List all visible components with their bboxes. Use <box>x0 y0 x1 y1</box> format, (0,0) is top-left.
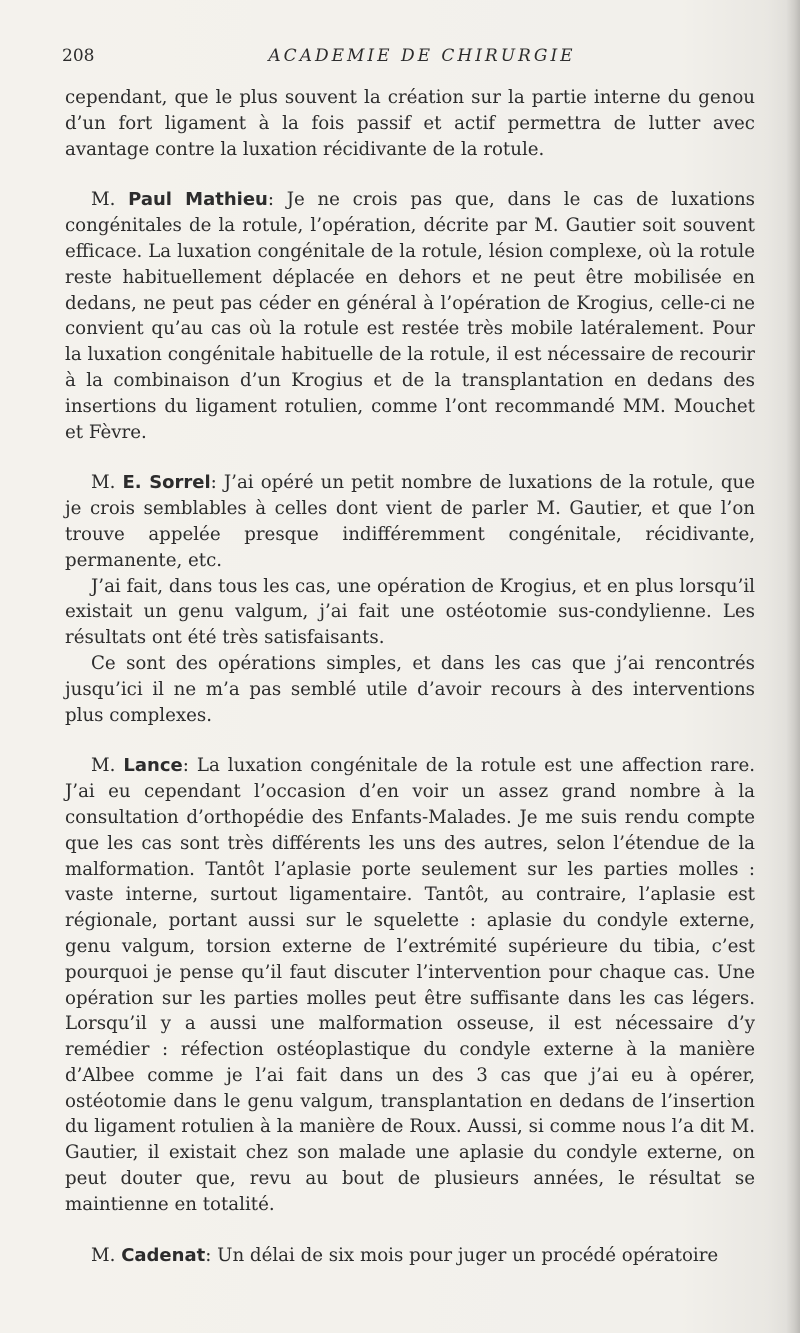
paragraph-text: J’ai fait, dans tous les cas, une opération de Krogius, et en plus lorsqu’il existait un genu valgum, j’ai fait une ostéotomie sus-condylienne. Les résultats ont été très satisfaisants. <box>65 575 755 649</box>
page-header <box>62 46 752 70</box>
paragraph <box>65 651 755 728</box>
paragraph <box>65 187 755 445</box>
page-edge-shadow <box>786 0 800 1333</box>
speaker-prefix: M. <box>91 755 124 777</box>
paragraph-text: : J’ai opéré un petit nombre de luxations de la rotule, que je crois semblables à celles dont vient de parler M. Gautier, et que l’on trouve appelée presque indifféremment congénitale, récidivante, permanente, etc. <box>65 472 755 571</box>
speaker-name: Cadenat <box>121 1244 206 1266</box>
paragraph <box>65 470 755 573</box>
paragraph <box>65 1243 755 1269</box>
speaker-name: E. Sorrel <box>122 472 211 494</box>
paragraph-text: : Je ne crois pas que, dans le cas de luxations congénitales de la rotule, l’opération, décrite par M. Gautier soit souvent efficace. La luxation congénitale de la rotule, lésion complexe, où la rotule reste habituellement déplacée en dehors et ne peut être mobilisée en dedans, ne peut pas céder en général à l’opération de Krogius, celle-ci ne convient qu’au cas où la rotule est restée très mobile latéralement. Pour la luxation congénitale habituelle de la rotule, il est nécessaire de recourir à la combinaison d’un Krogius et de la transplantation en dedans des insertions du ligament rotulien, comme l’ont recommandé MM. Mouchet et Fèvre. <box>65 189 755 443</box>
paragraph <box>65 574 755 651</box>
paragraph <box>65 753 755 1217</box>
body-text <box>65 85 755 1268</box>
paragraph-text: cependant, que le plus souvent la création sur la partie interne du genou d’un fort ligament à la fois passif et actif permettra de lutter avec avantage contre la luxation récidivante de la rotule. <box>65 87 755 160</box>
speaker-prefix: M. <box>91 1244 122 1266</box>
paragraph <box>65 85 755 162</box>
speaker-prefix: M. <box>91 472 123 494</box>
page-number: 208 <box>62 46 95 66</box>
paragraph-text: : La luxation congénitale de la rotule est une affection rare. J’ai eu cependant l’occasion d’en voir un assez grand nombre à la consultation d’orthopédie des Enfants-Malades. Je me suis rendu compte que les cas sont très différents les uns des autres, selon l’étendue de la malformation. Tantôt l’aplasie porte seulement sur les parties molles : vaste interne, surtout ligamentaire. Tantôt, au contraire, l’aplasie est régionale, portant aussi sur le squelette : aplasie du condyle externe, genu valgum, torsion externe de l’extrémité supérieure du tibia, c’est pourquoi je pense qu’il faut discuter l’intervention pour chaque cas. Une opération sur les parties molles peut être suffisante dans les cas légers. Lorsqu’il y a aussi une malformation osseuse, il est nécessaire d’y remédier : réfection ostéoplastique du condyle externe à la manière d’Albee comme je l’ai fait dans un des 3 cas que j’ai eu à opérer, ostéotomie dans le genu valgum, transplantation en dedans de l’insertion du ligament rotulien à la manière de Roux. Aussi, si comme nous l’a dit M. Gautier, il existait chez son malade une aplasie du condyle externe, on peut douter que, revu au bout de plusieurs années, le résultat se maintienne en totalité. <box>65 755 755 1215</box>
speaker-name: Paul Mathieu <box>128 189 268 211</box>
paragraph-text: Ce sont des opérations simples, et dans les cas que j’ai rencontrés jusqu’ici il ne m’a pas semblé utile d’avoir recours à des interventions plus complexes. <box>65 652 755 726</box>
speaker-prefix: M. <box>91 189 129 211</box>
running-title: ACADEMIE DE CHIRURGIE <box>268 46 576 66</box>
paragraph-text: : Un délai de six mois pour juger un procédé opératoire <box>205 1244 719 1266</box>
speaker-name: Lance <box>123 755 183 777</box>
